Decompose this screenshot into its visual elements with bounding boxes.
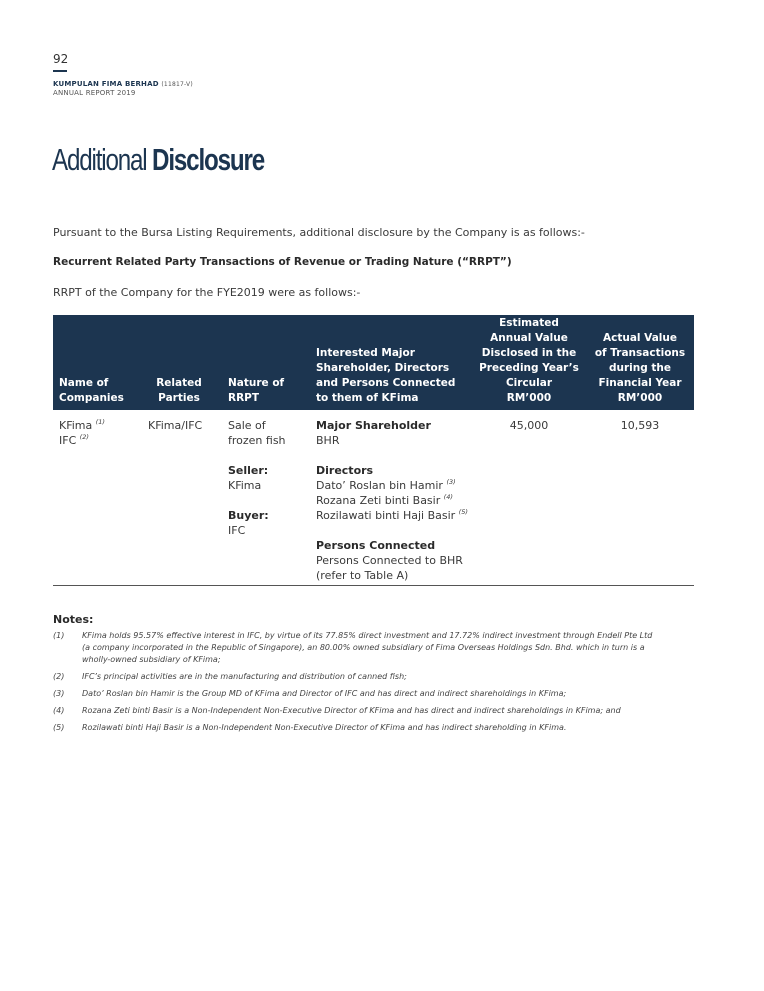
header-line: Disclosed in the	[481, 347, 577, 359]
header-estimated-annual-value	[463, 316, 595, 406]
section-subheading: Recurrent Related Party Transactions of Revenue or Trading Nature (“RRPT”)	[53, 256, 512, 268]
note-ref: (2)	[79, 433, 89, 441]
header-line: during the	[608, 362, 672, 374]
buyer-label: Buyer:	[228, 509, 269, 522]
header-line: Actual Value	[602, 332, 678, 344]
company-name	[53, 80, 193, 88]
header-line: Financial Year	[598, 377, 682, 389]
note-item	[53, 688, 694, 700]
header-line: Preceding Year’s	[479, 362, 579, 374]
intro-text: Pursuant to the Bursa Listing Requirements, additional disclosure by the Company is as follows:-	[53, 226, 585, 239]
note-number: (3)	[53, 689, 65, 698]
page-number: 92	[53, 52, 69, 66]
note-ref: (4)	[443, 493, 453, 501]
company-name-cell: KFima	[59, 419, 93, 432]
header-line: Nature of	[228, 377, 285, 389]
cell-actual-value: 10,593	[620, 419, 660, 432]
note-ref: (5)	[458, 508, 468, 516]
cell-estimated-value: 45,000	[509, 419, 549, 432]
page-title-bold: Disclosure	[152, 142, 265, 177]
page-title	[52, 142, 264, 178]
buyer-value: IFC	[228, 524, 246, 537]
director-item	[316, 478, 468, 493]
note-number: (4)	[53, 706, 65, 715]
header-line: Shareholder, Directors	[316, 362, 450, 374]
major-shareholder-label: Major Shareholder	[316, 419, 431, 432]
cell-related-parties: KFima/IFC	[148, 419, 203, 432]
director-item	[316, 493, 468, 508]
notes-list	[53, 630, 694, 739]
persons-connected-line: (refer to Table A)	[316, 569, 409, 582]
company-reg: (11817-V)	[161, 81, 193, 88]
note-line: Rozana Zeti binti Basir is a Non-Independent Non-Executive Director of KFima and has direct and indirect shareholdings in KFima; and	[82, 706, 621, 715]
note-line: Rozilawati binti Haji Basir is a Non-Independent Non-Executive Director of KFima and has indirect shareholding in KFima.	[82, 723, 567, 732]
annual-report-label: ANNUAL REPORT 2019	[53, 89, 136, 97]
header-line: RM’000	[506, 392, 552, 404]
header-line: and Persons Connected	[316, 377, 456, 389]
director-name: Rozana Zeti binti Basir	[316, 494, 441, 507]
header-line: Companies	[59, 392, 124, 404]
note-ref: (3)	[446, 478, 456, 486]
note-item	[53, 722, 694, 734]
header-line: Estimated	[499, 317, 559, 329]
cell-companies	[59, 418, 105, 448]
directors-label: Directors	[316, 464, 374, 477]
note-number: (5)	[53, 723, 65, 732]
company-name-cell: IFC	[59, 434, 77, 447]
header-line: RRPT	[228, 392, 260, 404]
nature-line: frozen fish	[228, 434, 286, 447]
page-title-light: Additional	[52, 142, 147, 177]
table-header	[53, 315, 694, 410]
nature-line: Sale of	[228, 419, 266, 432]
page-number-rule	[53, 70, 67, 72]
major-shareholder-value: BHR	[316, 434, 340, 447]
header-name-of-companies	[59, 376, 124, 406]
note-number: (2)	[53, 672, 65, 681]
cell-interested-parties	[316, 418, 468, 583]
note-line: (a company incorporated in the Republic of Singapore), an 80.00% owned subsidiary of Fima Overseas Holdings Sdn. Bhd. which in turn is a	[82, 643, 645, 652]
rrpt-intro-text: RRPT of the Company for the FYE2019 were as follows:-	[53, 286, 361, 299]
note-item	[53, 630, 694, 666]
header-line: Interested Major	[316, 347, 415, 359]
header-line: Parties	[158, 392, 200, 404]
header-line: Related	[156, 377, 202, 389]
note-line: KFima holds 95.57% effective interest in IFC, by virtue of its 77.85% direct investment and 17.72% indirect investment through Endell Pte Ltd	[82, 631, 653, 640]
header-line: of Transactions	[594, 347, 686, 359]
director-item	[316, 508, 468, 523]
seller-value: KFima	[228, 479, 262, 492]
note-ref: (1)	[95, 418, 105, 426]
note-item	[53, 671, 694, 683]
note-number: (1)	[53, 631, 65, 640]
header-related-parties	[148, 376, 210, 406]
notes-title: Notes:	[53, 613, 94, 626]
note-line: Dato’ Roslan bin Hamir is the Group MD of KFima and Director of IFC and has direct and indirect shareholdings in KFima;	[82, 689, 567, 698]
director-name: Dato’ Roslan bin Hamir	[316, 479, 443, 492]
seller-label: Seller:	[228, 464, 269, 477]
header-line: to them of KFima	[316, 392, 419, 404]
note-item	[53, 705, 694, 717]
header-nature-of-rrpt	[228, 376, 284, 406]
persons-connected-label: Persons Connected	[316, 539, 436, 552]
persons-connected-line: Persons Connected to BHR	[316, 554, 463, 567]
cell-nature	[228, 418, 286, 538]
header-actual-value	[590, 331, 690, 406]
director-name: Rozilawati binti Haji Basir	[316, 509, 456, 522]
header-line: Circular	[505, 377, 553, 389]
company-name-text: KUMPULAN FIMA BERHAD	[53, 80, 159, 88]
table-bottom-rule	[53, 585, 694, 586]
company-ifc	[59, 433, 105, 448]
header-line: Annual Value	[490, 332, 568, 344]
company-kfima	[59, 418, 105, 433]
note-line: wholly-owned subsidiary of KFima;	[82, 655, 221, 664]
note-line: IFC’s principal activities are in the manufacturing and distribution of canned fish;	[82, 672, 407, 681]
header-line: RM’000	[617, 392, 663, 404]
header-line: Name of	[59, 377, 109, 389]
header-interested-parties	[316, 346, 455, 406]
